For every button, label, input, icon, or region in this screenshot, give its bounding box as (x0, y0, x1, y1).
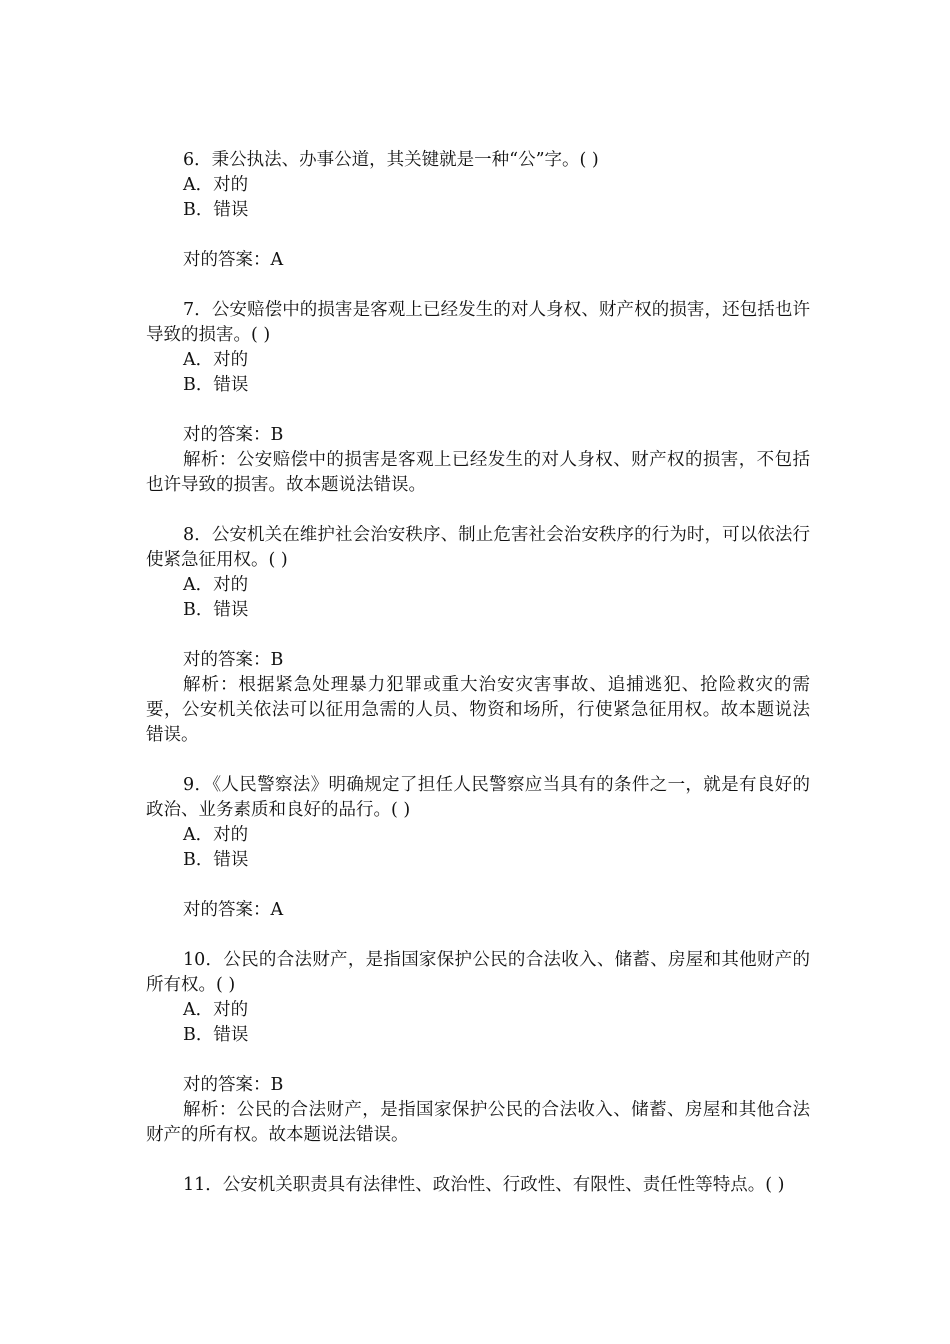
analysis-text: 解析：公安赔偿中的损害是客观上已经发生的对人身权、财产权的损害，不包括也许导致的损害。故本题说法错误。 (146, 450, 810, 495)
question-9 (146, 773, 810, 923)
answer-line: 对的答案：B (183, 425, 284, 445)
question-6 (146, 148, 810, 273)
question-text: 7．公安赔偿中的损害是客观上已经发生的对人身权、财产权的损害，还包括也许导致的损害。( ) (146, 300, 810, 345)
option-b: B．错误 (183, 600, 249, 620)
analysis-text: 解析：公民的合法财产，是指国家保护公民的合法收入、储蓄、房屋和其他合法财产的所有权。故本题说法错误。 (146, 1100, 810, 1145)
answer-line: 对的答案：A (183, 900, 284, 920)
question-11 (146, 1173, 810, 1198)
question-list (146, 148, 810, 1223)
question-text: 11．公安机关职责具有法律性、政治性、行政性、有限性、责任性等特点。( ) (183, 1175, 785, 1195)
option-a: A．对的 (183, 825, 249, 845)
option-a: A．对的 (183, 1000, 249, 1020)
question-8 (146, 523, 810, 748)
question-text: 9．《人民警察法》明确规定了担任人民警察应当具有的条件之一，就是有良好的政治、业务素质和良好的品行。( ) (146, 775, 810, 820)
option-b: B．错误 (183, 1025, 249, 1045)
spacer (146, 1048, 810, 1073)
option-b: B．错误 (183, 375, 249, 395)
question-text: 10．公民的合法财产，是指国家保护公民的合法收入、储蓄、房屋和其他财产的所有权。( ) (146, 950, 810, 995)
answer-line: 对的答案：A (183, 250, 284, 270)
spacer (146, 873, 810, 898)
answer-line: 对的答案：B (183, 1075, 284, 1095)
option-a: A．对的 (183, 575, 249, 595)
analysis-text: 解析：根据紧急处理暴力犯罪或重大治安灾害事故、追捕逃犯、抢险救灾的需要，公安机关依法可以征用急需的人员、物资和场所，行使紧急征用权。故本题说法错误。 (146, 675, 810, 745)
answer-line: 对的答案：B (183, 650, 284, 670)
option-a: A．对的 (183, 175, 249, 195)
question-10 (146, 948, 810, 1148)
option-b: B．错误 (183, 850, 249, 870)
spacer (146, 223, 810, 248)
question-text: 8．公安机关在维护社会治安秩序、制止危害社会治安秩序的行为时，可以依法行使紧急征用权。( ) (146, 525, 810, 570)
spacer (146, 398, 810, 423)
spacer (146, 623, 810, 648)
option-a: A．对的 (183, 350, 249, 370)
question-7 (146, 298, 810, 498)
question-text: 6．秉公执法、办事公道，其关键就是一种“公”字。( ) (183, 150, 599, 170)
option-b: B．错误 (183, 200, 249, 220)
